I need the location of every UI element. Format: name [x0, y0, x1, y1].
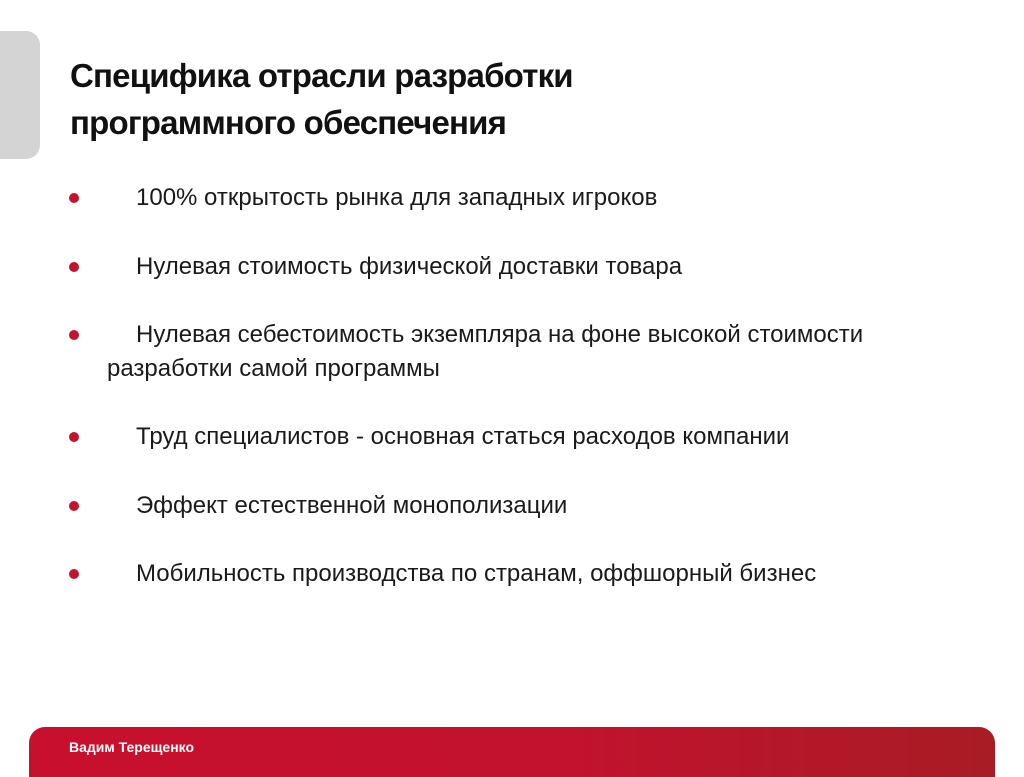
- bullet-text: Эффект естественной монополизации: [136, 492, 568, 519]
- bullet-text: Труд специалистов - основная статься расходов компании: [136, 423, 790, 450]
- bullet-dot-icon: [69, 432, 79, 442]
- footer-author-name: Вадим Терещенко: [69, 739, 195, 755]
- bullet-dot-icon: [69, 501, 79, 511]
- bullet-text: Нулевая стоимость физической доставки товара: [136, 253, 683, 280]
- side-tab-decoration: [0, 31, 40, 159]
- bullet-item: [0, 250, 960, 284]
- bullet-item: [0, 557, 960, 591]
- bullet-dot-icon: [69, 569, 79, 579]
- bullet-item: [0, 489, 960, 523]
- bullet-item: [0, 318, 960, 386]
- bullet-dot-icon: [69, 262, 79, 272]
- bullet-text: Нулевая себестоимость экземпляра на фоне высокой стоимости разработки самой программы: [107, 321, 864, 382]
- footer-bar: [29, 727, 995, 777]
- bullet-dot-icon: [69, 330, 79, 340]
- slide-title: [70, 52, 573, 146]
- slide-title-line-1: Специфика отрасли разработки: [70, 57, 573, 94]
- bullet-dot-icon: [69, 193, 79, 203]
- bullet-text: 100% открытость рынка для западных игроков: [136, 184, 658, 211]
- bullet-item: [0, 420, 960, 454]
- slide-title-line-2: программного обеспечения: [70, 104, 507, 141]
- bullet-item: [0, 181, 960, 215]
- bullet-text: Мобильность производства по странам, оффшорный бизнес: [136, 560, 817, 587]
